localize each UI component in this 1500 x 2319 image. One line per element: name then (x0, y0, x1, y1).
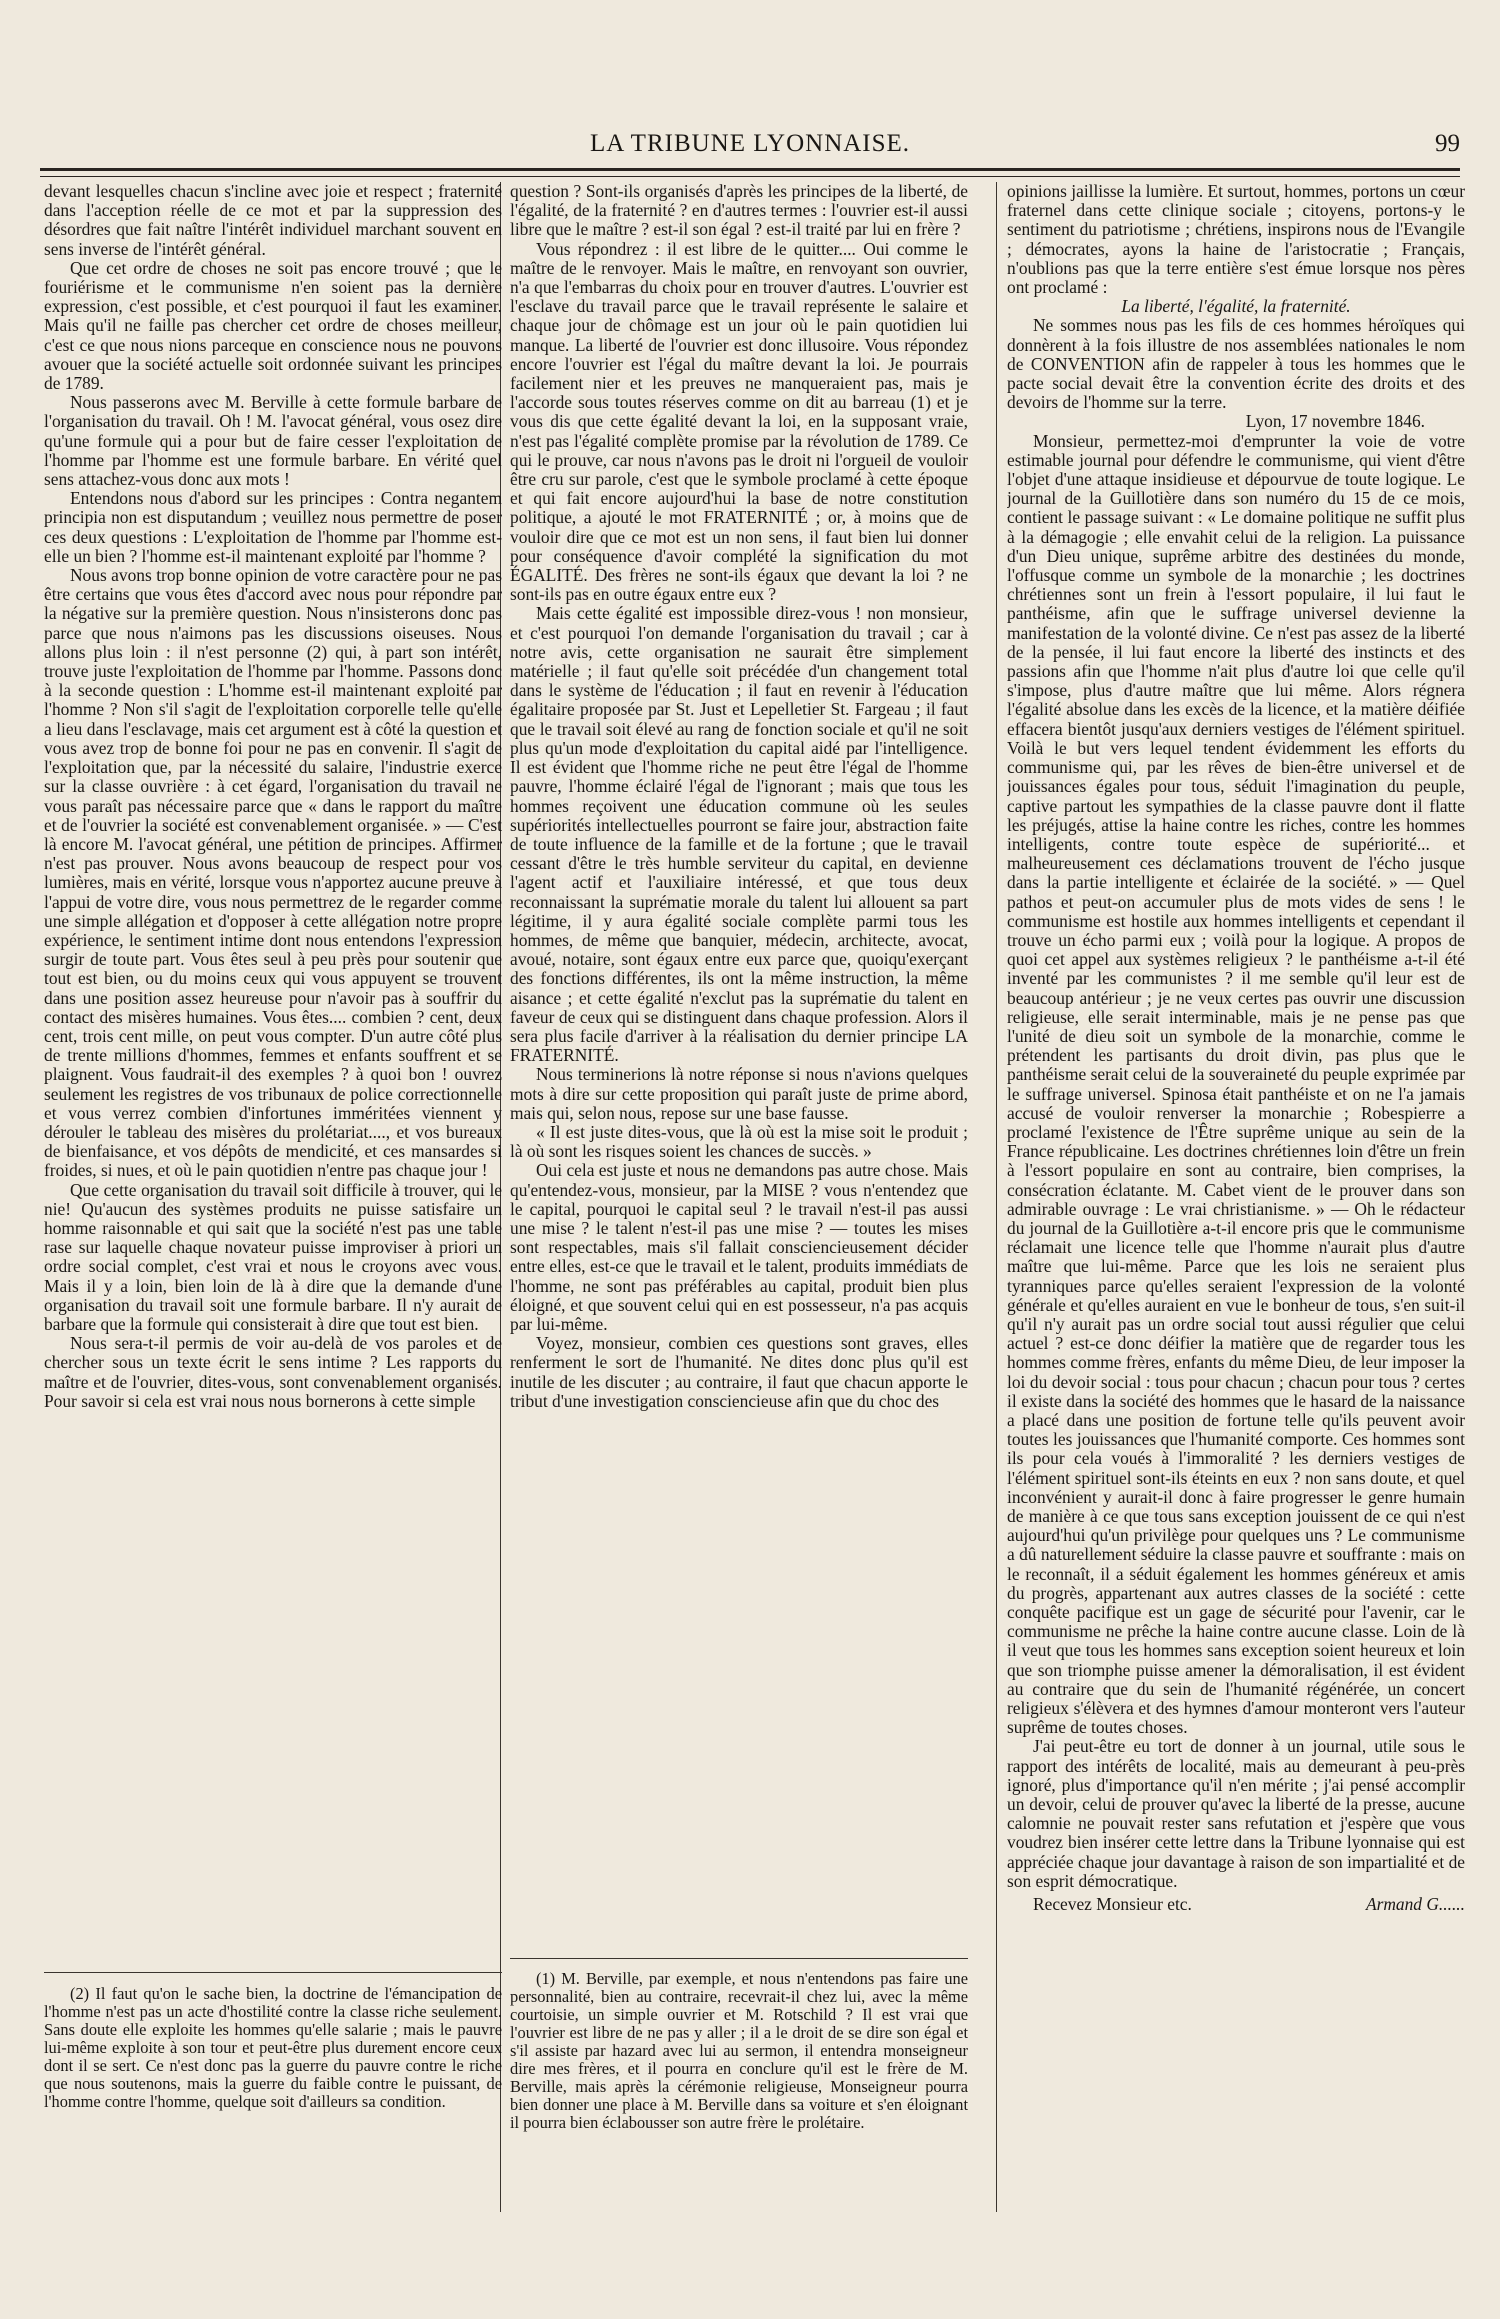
letter-signoff: Recevez Monsieur etc. (1033, 1894, 1192, 1915)
paragraph: Entendons nous d'abord sur les principes : Contra negantem principia non est disputandum ; veuillez nous permettre de poser ces deux questions : L'exploitation de l'homme par l'homme est-elle un bien ? l'homme est-il maintenant exploité par l'homme ? (44, 488, 502, 566)
letter-signature: Armand G...... (1365, 1894, 1465, 1915)
masthead-title: LA TRIBUNE LYONNAISE. (589, 130, 911, 157)
paragraph: Monsieur, permettez-moi d'emprunter la voie de votre estimable journal pour défendre le communisme, qui vient d'être l'objet d'une attaque insidieuse et dépourvue de toute logique. Le journal de la Guillotière dans son numéro du 15 de ce mois, contient le passage suivant : « Le domaine politique ne suffit plus à la démagogie ; elle envahit celui de la religion. La puissance d'un Dieu unique, suprême arbitre des destinées du monde, l'offusque comme un symbole de la monarchie ; les doctrines chrétiennes sont un frein à l'essort populaire, il lui faut le panthéisme, afin que le suffrage universel devienne la manifestation de la volonté divine. Ce n'est pas assez de la liberté de la pensée, il lui faut encore la liberté des instincts et des passions afin que l'homme n'ait plus d'autre loi que celle qu'il s'impose, plus d'autre maître que lui même. Alors régnera l'égalité absolue dans les excès de la licence, et la matière déifiée effacera bientôt jusqu'aux derniers vestiges de l'élément spirituel. Voilà le but vers lequel tendent évidemment les efforts du communisme qui, par les rêves de bien-être universel et de jouissances égales pour tous, séduit l'imagination du peuple, captive partout les sympathies de la classe pauvre dont il flatte les préjugés, attise la haine contre les riches, contre les hommes intelligents, contre toute espèce de supériorité... et malheureusement ces déclamations trouvent de l'écho jusque dans la partie intelligente et éclairée de la société. » — Quel pathos et peut-on accumuler plus de mots vides de sens ! le communisme est hostile aux hommes intelligents et cependant il trouve un écho parmi eux ; voilà pour la logique. A propos de quoi cet appel aux systèmes religieux ? le panthéisme a-t-il été inventé par les communistes ? il me semble qu'il leur est de beaucoup antérieur ; je ne veux certes pas ouvrir une discussion religieuse, elle serait interminable, mais je ne pense pas que l'unité de dieu soit un symbole de la monarchie, comme le prétendent les partisants du droit divin, pas plus que le panthéisme serait celui de la souveraineté du peuple exprimée par le suffrage universel. Spinosa était panthéiste et on ne l'a jamais accusé de vouloir renverser la monarchie ; Robespierre a proclamé l'existence de l'Être suprême unique au sein de la France républicaine. Les doctrines chrétiennes loin d'être un frein à l'essort populaire en sont au contraire, bien comprises, la consécration éclatante. M. Cabet vient de le prouver dans son admirable ouvrage : Le vrai christianisme. » — Oh le rédacteur du journal de la Guillotière a-t-il encore pris que le communisme réclamait une licence telle que l'homme n'aurait plus d'autre maître que lui-même. Parce que les lois ne seraient plus tyranniques parce qu'elles seraient l'expression de la volonté générale et qu'elles auraient en vue le bonheur de tous, s'en suit-il qu'il n'y aurait pas un ordre social tout aussi régulier que celui actuel ? est-ce donc déifier la matière que de regarder tous les hommes comme frères, enfants du même Dieu, de leur imposer la loi du devoir social : tous pour chacun ; chacun pour tous ? certes il existe dans la société des hommes que le hasard de la naissance a placé dans une position de fortune telle qu'ils peuvent avoir toutes les jouissances que l'humanité comporte. Ces hommes sont ils pour cela voués à l'immoralité ? les derniers vestiges de l'élément spirituel sont-ils éteints en eux ? non sans doute, et quel inconvénient y aurait-il donc à faire progresser le genre humain de manière à ce que tous sans exception jouissent de ce qui n'est aujourd'hui qu'un privilège pour quelques uns ? Le communisme a dû naturellement séduire la classe pauvre et souffrante : mais on le reconnaît, il a séduit également les hommes généreux et amis du progrès, appartenant aux autres classes de la société : cette conquête pacifique est un gage de sécurité pour l'avenir, car le communisme ne prêche la haine contre aucune classe. Loin de là il veut que tous les hommes sans exception soient heureux et loin que son triomphe puisse amener la démoralisation, il est évident au contraire que du sein de l'humanité régénérée, un concert religieux s'élèvera et des hymnes d'amour monteront vers l'auteur suprême de toutes choses. (1007, 430, 1465, 1738)
footnote-rule (44, 1972, 502, 1973)
page-header (40, 130, 1460, 170)
paragraph: Voyez, monsieur, combien ces questions sont graves, elles renferment le sort de l'humanité. Ne dites donc plus qu'il est inutile de les discuter ; au contraire, il faut que chacun apporte le tribut d'une investigation consciencieuse afin que du choc des (510, 1333, 968, 1411)
paragraph: Que cet ordre de choses ne soit pas encore trouvé ; que le fouriérisme et le communisme n'en soient pas la dernière expression, c'est possible, et c'est pourquoi il faut les examiner. Mais qu'il ne faille pas chercher cet ordre de choses meilleur, c'est ce que nous nions parceque en conscience nous ne pouvons avouer que la société actuelle soit ordonnée suivant les principes de 1789. (44, 257, 502, 394)
footnote-text: (1) M. Berville, par exemple, et nous n'entendons pas faire une personnalité, bien au contraire, recevrait-il chez lui, avec la même courtoisie, un simple ouvrier et M. Rotschild ? Il est vrai que l'ouvrier est libre de ne pas y aller ; il a le droit de se dire son égal et s'il assiste par hazard avec lui au sermon, il entendra monseigneur dire mes frères, et il pourra en conclure qu'il est le frère de M. Berville, mais après la cérémonie religieuse, Monseigneur pourra bien donner une place à M. Berville dans sa voiture et s'en éloignant il pourra bien éclabousser son autre frère le prolétaire. (510, 1970, 968, 2132)
paragraph: question ? Sont-ils organisés d'après les principes de la liberté, de l'égalité, de la fraternité ? en d'autres termes : l'ouvrier est-il aussi libre que le maître ? est-il son égal ? est-il traité par lui en frère ? (510, 182, 968, 240)
page-number: 99 (1435, 130, 1460, 157)
article-column-3 (1007, 182, 1465, 2212)
column-divider (996, 182, 997, 2212)
paragraph: Vous répondrez : il est libre de le quitter.... Oui comme le maître de le renvoyer. Mais le maître, en renvoyant son ouvrier, n'a que l'embarras du choix pour en trouver d'autres. L'ouvrier est l'esclave du travail parce que le travail représente le salaire et chaque jour de chômage est un jour où le pain quotidien lui manque. La liberté de l'ouvrier est donc illusoire. Vous répondez encore l'ouvrier est l'égal du maître devant la loi. Je pourrais facilement nier et les preuves ne manqueraient pas, mais je l'accorde sous toutes réserves comme on dit au barreau (1) et je vous dis que cette égalité devant la loi, en la supposant vraie, n'est pas l'égalité complète promise par la révolution de 1789. Ce qui le prouve, car nous n'avons pas le droit ni l'orgueil de vouloir être cru sur parole, c'est que le symbole proclamé à cette époque et qui fait encore aujourd'hui la base de notre constitution politique, a ajouté le mot FRATERNITÉ ; or, à moins que de vouloir dire que ce mot est un non sens, il faut bien lui donner pour conséquence d'avoir complété la signification du mot ÉGALITÉ. Des frères ne sont-ils égaux que devant la loi ? ne sont-ils pas en outre égaux entre eux ? (510, 238, 968, 605)
paragraph: Ne sommes nous pas les fils de ces hommes héroïques qui donnèrent à la fois illustre de nos assemblées nationales le nom de CONVENTION afin de rappeler à tous les hommes que le pacte social devait être la convention écrite des droits et des devoirs de l'homme sur la terre. (1007, 315, 1465, 413)
paragraph: Oui cela est juste et nous ne demandons pas autre chose. Mais qu'entendez-vous, monsieur, par la MISE ? vous n'entendez que le capital, pourquoi le capital seul ? le travail n'est-il pas aussi une mise ? le talent n'est-il pas une mise ? — toutes les mises sont respectables, mais s'il fallait consciencieusement décider entre elles, est-ce que le travail et le talent, produits immédiats de l'homme, ne sont pas préférables au capital, produit bien plus éloigné, et que souvent celui qui en est possesseur, n'a pas acquis par lui-même. (510, 1160, 968, 1334)
paragraph: Nous passerons avec M. Berville à cette formule barbare de l'organisation du travail. Oh ! M. l'avocat général, vous osez dire qu'une formule qui a pour but de faire cesser l'exploitation de l'homme par l'homme est une formule barbare. En vérité quel sens attachez-vous donc aux mots ! (44, 392, 502, 490)
paragraph: opinions jaillisse la lumière. Et surtout, hommes, portons un cœur fraternel dans cette clinique sociale ; citoyens, portons-y le sentiment du patriotisme ; chrétiens, inspirons nous de l'Evangile ; démocrates, ayons la haine de l'aristocratie ; Français, n'oublions pas que la terre entière s'est émue lorsque nos pères ont proclamé : (1007, 182, 1465, 298)
paragraph: « Il est juste dites-vous, que là où est la mise soit le produit ; là où sont les risques soient les chances de succès. » (510, 1121, 968, 1162)
letter-signature-block (1007, 1895, 1465, 1914)
header-rule (40, 168, 1460, 177)
motto: La liberté, l'égalité, la fraternité. (1121, 296, 1351, 317)
article-column-1 (44, 182, 502, 1752)
paragraph: Que cette organisation du travail soit difficile à trouver, qui le nie! Qu'aucun des systèmes produits ne puisse satisfaire un homme raisonnable et qui sait que la société n'est pas une table rase sur laquelle chaque novateur puisse improviser à priori un ordre social complet, c'est vrai et nous le croyons avec vous. Mais il y a loin, bien loin de là à dire que la demande d'une organisation du travail soit une formule barbare. Il n'y aurait de barbare que la formule qui consisterait à dire que tout est bien. (44, 1179, 502, 1334)
footnote-rule (510, 1958, 968, 1959)
footnote-text: (2) Il faut qu'on le sache bien, la doctrine de l'émancipation de l'homme n'est pas un acte d'hostilité contre la classe riche seulement. Sans doute elle exploite les hommes qu'elle salarie ; mais le pauvre lui-même exploite à son tour et peut-être plus durement encore ceux dont il se sert. Ce n'est donc pas la guerre du pauvre contre le riche que nous soutenons, mais la guerre du faible contre le puissant, de l'homme contre l'homme, quelque soit d'ailleurs sa condition. (44, 1985, 502, 2111)
paragraph: Nous sera-t-il permis de voir au-delà de vos paroles et de chercher sous un texte écrit le sens intime ? Les rapports du maître et de l'ouvrier, dites-vous, sont convenablement organisés. Pour savoir si cela est vrai nous nous bornerons à cette simple (44, 1333, 502, 1411)
paragraph: Mais cette égalité est impossible direz-vous ! non monsieur, et c'est pourquoi l'on demande l'organisation du travail ; car à notre avis, cette organisation ne saurait être simplement matérielle ; il faut qu'elle soit précédée d'un changement total dans le système de l'éducation ; il faut en revenir à l'éducation égalitaire proposée par St. Just et Lepelletier St. Fargeau ; il faut que le travail soit élevé au rang de fonction sociale et qu'il ne soit plus qu'un mode d'exploitation du capital aidé par l'intelligence. Il est évident que l'homme riche ne peut être l'égal de l'homme pauvre, l'homme éclairé l'égal de l'ignorant ; mais que tous les hommes reçoivent une éducation commune où les seules supériorités intellectuelles pourront se faire jour, abstraction faite de toute influence de la famille et de la fortune ; que le travail cessant d'être le très humble serviteur du capital, en devienne l'agent actif et l'auxiliaire intéressé, et que tous deux reconnaissant la suprématie morale du talent lui allouent sa part légitime, il y aura égalité sociale complète parmi tous les hommes, de même que banquier, médecin, architecte, avocat, avoué, notaire, sont égaux entre eux parce que, quoiqu'exerçant des fonctions différentes, ils ont la même instruction, la même aisance ; et cette égalité n'exclut pas la suprématie du talent en faveur de ceux qui se distinguent dans chaque profession. Alors il sera plus facile d'arriver à la réalisation du dernier principe LA FRATERNITÉ. (510, 603, 968, 1066)
footnote-1 (510, 1970, 968, 2200)
article-column-2 (510, 182, 968, 1607)
paragraph: Nous avons trop bonne opinion de votre caractère pour ne pas être certains que vous êtes d'accord avec nous pour répondre par la négative sur la première question. Nous n'insisterons donc pas parce que nous n'aimons pas les discussions oiseuses. Nous allons plus loin : il n'est personne (2) qui, à part son intérêt, trouve juste l'exploitation de l'homme par l'homme. Passons donc à la seconde question : L'homme est-il maintenant exploité par l'homme ? Non s'il s'agit de l'exploitation corporelle telle qu'elle a lieu dans l'esclavage, mais cet argument est à côté la question et vous avez trop de bonne foi pour ne pas en convenir. Il s'agit de l'exploitation que, par la nécessité du salaire, l'industrie exerce sur la classe ouvrière : à cet égard, l'organisation du travail ne vous paraît pas nécessaire parce que « dans le rapport du maître et de l'ouvrier la société est convenablement organisée. » — C'est là encore M. l'avocat général, une pétition de principes. Affirmer n'est pas prouver. Nous avons beaucoup de respect pour vos lumières, mais en vérité, lorsque vous n'apportez aucune preuve à l'appui de votre dire, vous nous permettrez de le regarder comme une simple allégation et d'opposer à cette allégation notre propre expérience, le sentiment intime dont nous entendons l'expression surgir de toute part. Vous êtes seul à peu près pour soutenir que tout est bien, ou du moins ceux qui vous appuyent se trouvent dans une position assez heureuse pour n'avoir pas à souffrir du contact des misères humaines. Vous êtes.... combien ? cent, deux cent, trois cent mille, on peut vous compter. D'un autre côté plus de trente millions d'hommes, femmes et enfants souffrent et se plaignent. Vous faudrait-il des exemples ? à quoi bon ! ouvrez seulement les registres de vos tribunaux de police correctionnelle et vous verrez combien d'infortunes imméritées viennent y dérouler le tableau des misères du prolétariat...., et vos bureaux de bienfaisance, et vos dépôts de mendicité, et ces mansardes si froides, si nues, et où le pain quotidien n'entre pas chaque jour ! (44, 565, 502, 1181)
paragraph: Nous terminerions là notre réponse si nous n'avions quelques mots à dire sur cette proposition qui paraît juste de prime abord, mais qui, selon nous, repose sur une base fausse. (510, 1064, 968, 1123)
footnote-2 (44, 1985, 502, 2195)
letter-dateline: Lyon, 17 novembre 1846. (1245, 411, 1425, 432)
paragraph: devant lesquelles chacun s'incline avec joie et respect ; fraternité dans l'acception réelle de ce mot et par la suppression des désordres que fait naître l'intérêt individuel marchant souvent en sens inverse de l'intérêt général. (44, 182, 502, 259)
paragraph: J'ai peut-être eu tort de donner à un journal, utile sous le rapport des intérêts de localité, mais au demeurant à peu-près ignoré, plus d'importance qu'il n'en mérite ; j'ai pensé accomplir un devoir, celui de prouver qu'avec la liberté de la presse, aucune calomnie ne pouvait rester sans refutation et j'espère que vous voudrez bien insérer cette lettre dans la Tribune lyonnaise qui est appréciée chaque jour davantage à raison de son impartialité et de son esprit démocratique. (1007, 1736, 1465, 1891)
